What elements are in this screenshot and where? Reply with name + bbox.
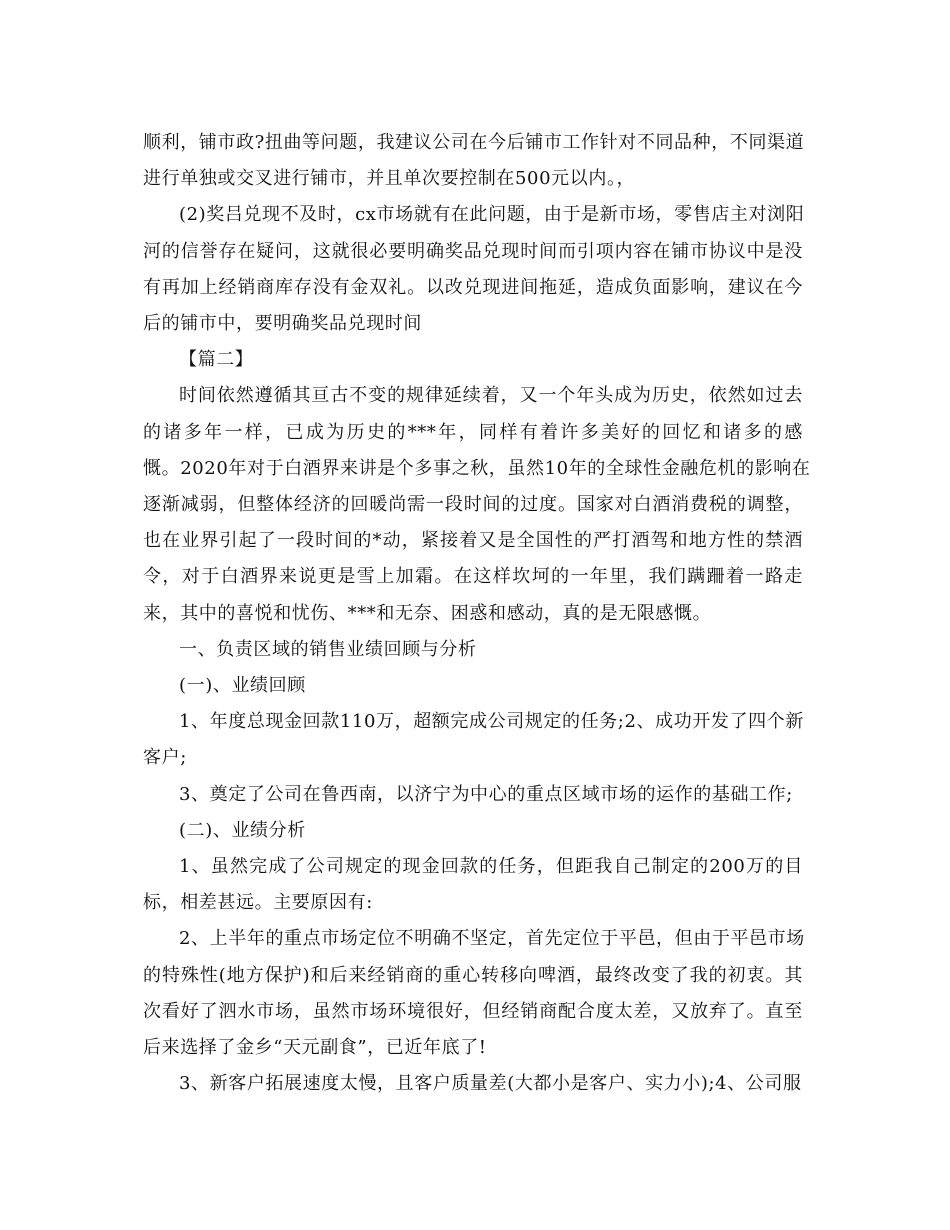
text-line: 顺利，铺市政?扭曲等问题，我建议公司在今后铺市工作针对不同品种，不同渠道 xyxy=(143,132,805,153)
paragraph xyxy=(143,378,811,631)
text-line: (一)、业绩回顾 xyxy=(179,675,306,697)
text-line: 进行单独或交叉进行铺市，并且单次要控制在500元以内。， xyxy=(143,168,636,190)
text-line: 逐渐减弱，但整体经济的回暖尚需一段时间的过度。国家对白酒消费税的调整， xyxy=(143,494,803,516)
paragraph xyxy=(143,342,803,378)
paragraph xyxy=(143,125,803,197)
text-line: 来，其中的喜悦和忧伤、***和无奈、困惑和感动，真的是无限感慨。 xyxy=(143,602,712,624)
text-line: 一、负责区域的销售业绩回顾与分析 xyxy=(179,638,477,660)
paragraph xyxy=(143,813,803,849)
paragraph xyxy=(143,777,803,813)
text-line: 3、奠定了公司在鲁西南，以济宁为中心的重点区域市场的运作的基础工作; xyxy=(179,783,793,805)
paragraph xyxy=(143,704,803,776)
text-line: 后的铺市中，要明确奖品兑现时间 xyxy=(143,313,422,335)
text-line: 2、上半年的重点市场定位不明确不坚定，首先定位于平邑，但由于平邑市场 xyxy=(179,928,805,950)
paragraph xyxy=(143,632,803,668)
text-line: 令，对于白酒界来说更是雪上加霜。在这样坎坷的一年里，我们蹒跚着一路走 xyxy=(143,566,803,588)
text-line: 也在业界引起了一段时间的*动，紧接着又是全国性的严打酒驾和地方性的禁酒 xyxy=(143,530,803,552)
text-line: 后来选择了金乡“天元副食”，已近年底了! xyxy=(143,1037,487,1059)
paragraph xyxy=(143,197,803,342)
text-line: 客户; xyxy=(143,747,187,769)
text-line: 时间依然遵循其亘古不变的规律延续着，又一个年头成为历史，依然如过去 xyxy=(179,385,803,407)
text-line: 有再加上经销商库存没有金双礼。以改兑现进间拖延，造成负面影响，建议在今 xyxy=(143,276,803,298)
text-line: 次看好了泗水市场，虽然市场环境很好，但经销商配合度太差，又放弃了。直至 xyxy=(143,1000,803,1022)
text-line: 慨。2020年对于白酒界来讲是个多事之秋，虽然10年的全球性金融危机的影响在 xyxy=(143,457,811,479)
paragraph xyxy=(143,921,803,1066)
text-line: 的特殊性(地方保护)和后来经销商的重心转移向啤酒，最终改变了我的初衷。其 xyxy=(143,964,803,986)
text-line: 标，相差甚远。主要原因有: xyxy=(143,892,373,914)
text-line: (二)、业绩分析 xyxy=(179,819,306,841)
paragraph xyxy=(143,1066,803,1102)
paragraph xyxy=(143,668,803,704)
paragraph xyxy=(143,849,803,921)
text-line: 河的信誉存在疑问，这就很必要明确奖品兑现时间而引项内容在铺市协议中是没 xyxy=(143,240,803,262)
text-line: 1、虽然完成了公司规定的现金回款的任务，但距我自己制定的200万的目 xyxy=(179,856,803,878)
text-line: 1、年度总现金回款110万，超额完成公司规定的任务;2、成功开发了四个新 xyxy=(179,711,804,733)
document-body xyxy=(143,125,811,1102)
text-line: 3、新客户拓展速度太慢，且客户质量差(大都小是客户、实力小);4、公司服 xyxy=(179,1073,802,1095)
text-line: (2)奖吕兑现不及时，cx市场就有在此问题，由于是新市场，零售店主对浏阳 xyxy=(179,204,805,226)
text-line: 【篇二】 xyxy=(179,349,254,371)
text-line: 的诸多年一样，已成为历史的***年，同样有着许多美好的回忆和诸多的感 xyxy=(143,421,803,443)
